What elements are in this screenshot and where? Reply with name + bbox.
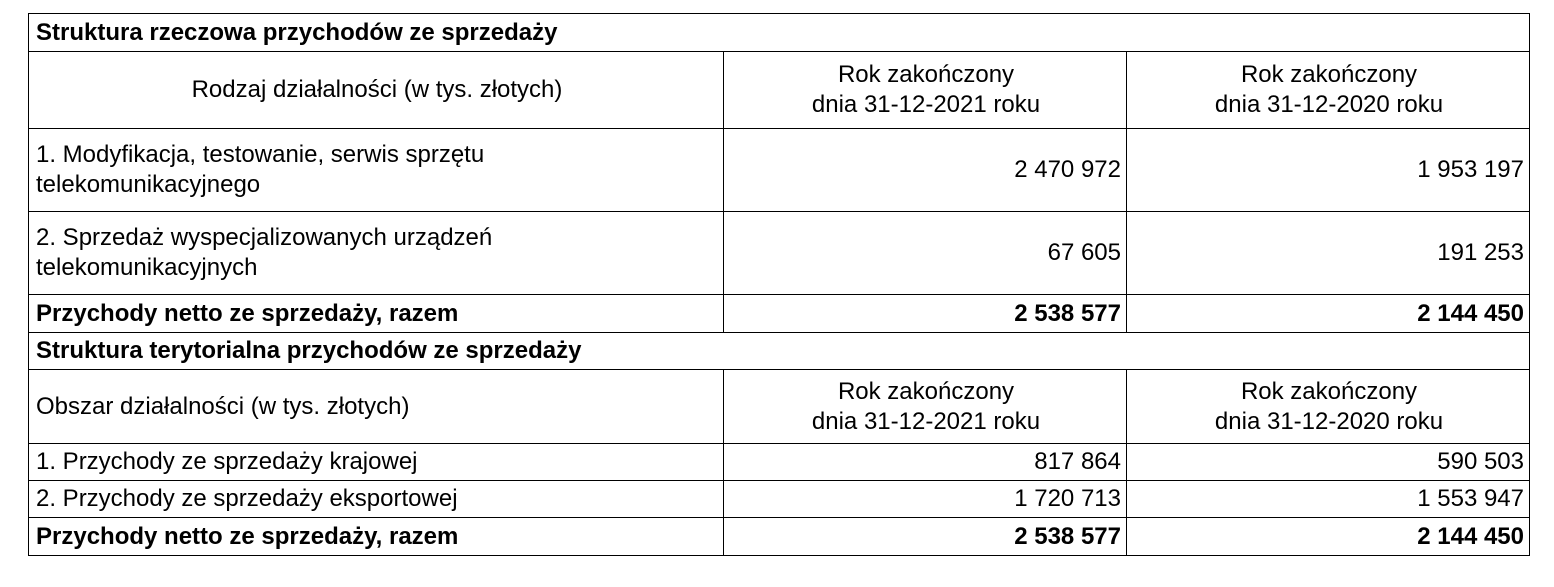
table-row [29, 444, 1530, 481]
row-label: 2. Przychody ze sprzedaży eksportowej [29, 481, 724, 518]
column-header-2021: Rok zakończony dnia 31-12-2021 roku [724, 52, 1127, 129]
row-label: 2. Sprzedaż wyspecjalizowanych urządzeń telekomunikacyjnych [29, 212, 724, 295]
column-header-row [29, 370, 1530, 444]
column-header-area: Obszar działalności (w tys. złotych) [29, 370, 724, 444]
section-title: Struktura rzeczowa przychodów ze sprzedaży [29, 14, 1530, 52]
section-title: Struktura terytorialna przychodów ze sprzedaży [29, 333, 1530, 370]
column-header-2020: Rok zakończony dnia 31-12-2020 roku [1127, 52, 1530, 129]
value-2021: 2 470 972 [724, 129, 1127, 212]
total-label: Przychody netto ze sprzedaży, razem [29, 518, 724, 556]
row-label: 1. Modyfikacja, testowanie, serwis sprzętu telekomunikacyjnego [29, 129, 724, 212]
section-title-row [29, 14, 1530, 52]
column-header-row [29, 52, 1530, 129]
total-2021: 2 538 577 [724, 295, 1127, 333]
total-2021: 2 538 577 [724, 518, 1127, 556]
total-label: Przychody netto ze sprzedaży, razem [29, 295, 724, 333]
value-2020: 1 953 197 [1127, 129, 1530, 212]
section-title-row [29, 333, 1530, 370]
total-row [29, 295, 1530, 333]
total-2020: 2 144 450 [1127, 518, 1530, 556]
value-2021: 67 605 [724, 212, 1127, 295]
value-2021: 817 864 [724, 444, 1127, 481]
row-label: 1. Przychody ze sprzedaży krajowej [29, 444, 724, 481]
total-row [29, 518, 1530, 556]
table-row [29, 481, 1530, 518]
value-2020: 590 503 [1127, 444, 1530, 481]
value-2020: 191 253 [1127, 212, 1530, 295]
revenue-structure-table [28, 13, 1530, 556]
column-header-2021: Rok zakończony dnia 31-12-2021 roku [724, 370, 1127, 444]
table-row [29, 129, 1530, 212]
total-2020: 2 144 450 [1127, 295, 1530, 333]
value-2021: 1 720 713 [724, 481, 1127, 518]
column-header-2020: Rok zakończony dnia 31-12-2020 roku [1127, 370, 1530, 444]
column-header-activity: Rodzaj działalności (w tys. złotych) [29, 52, 724, 129]
value-2020: 1 553 947 [1127, 481, 1530, 518]
table-row [29, 212, 1530, 295]
